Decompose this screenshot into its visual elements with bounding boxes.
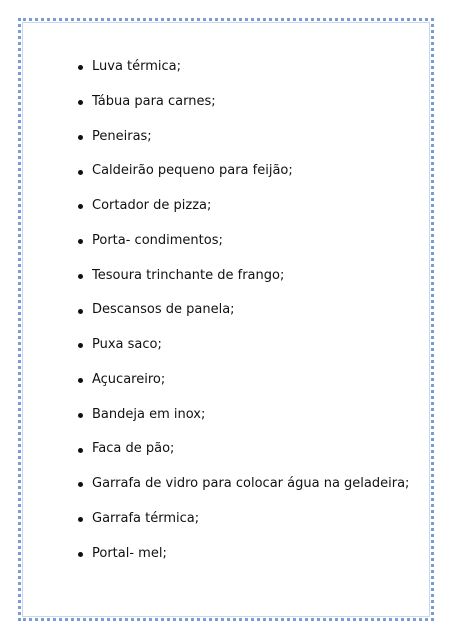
list-item (78, 189, 409, 224)
bullet-icon (78, 517, 83, 522)
list-item (78, 50, 409, 85)
list-item (78, 120, 409, 155)
list-item (78, 363, 409, 398)
list-item (78, 467, 409, 502)
list-item-text: Tábua para carnes; (92, 93, 216, 109)
bullet-icon (78, 552, 83, 557)
list-item-text: Porta- condimentos; (92, 232, 223, 248)
bullet-list (78, 50, 409, 571)
list-item-text: Faca de pão; (92, 441, 175, 457)
list-item (78, 398, 409, 433)
list-item-text: Açucareiro; (92, 371, 166, 387)
list-item-text: Bandeja em inox; (92, 406, 206, 422)
bullet-icon (78, 343, 83, 348)
list-item (78, 85, 409, 120)
bullet-icon (78, 135, 83, 140)
list-item-text: Garrafa térmica; (92, 510, 200, 526)
bullet-icon (78, 170, 83, 175)
list-item (78, 502, 409, 537)
list-item-text: Descansos de panela; (92, 302, 235, 318)
list-item-text: Garrafa de vidro para colocar água na geladeira; (92, 476, 410, 491)
bullet-icon (78, 448, 83, 453)
list-item-text: Puxa saco; (92, 337, 162, 352)
list-item (78, 293, 409, 328)
list-item-text: Portal- mel; (92, 545, 167, 561)
bullet-icon (78, 413, 83, 418)
list-item-text: Caldeirão pequeno para feijão; (92, 163, 293, 179)
list-item (78, 328, 409, 363)
list-item (78, 154, 409, 189)
bullet-icon (78, 65, 83, 70)
list-item-text: Tesoura trinchante de frango; (92, 267, 285, 283)
list-item-text: Luva térmica; (92, 59, 182, 74)
list-item (78, 432, 409, 467)
list-item (78, 259, 409, 294)
bullet-icon (78, 204, 83, 209)
bullet-icon (78, 239, 83, 244)
bullet-icon (78, 378, 83, 383)
bullet-icon (78, 100, 83, 105)
bullet-icon (78, 482, 83, 487)
list-item-text: Cortador de pizza; (92, 198, 212, 213)
list-item (78, 537, 409, 572)
bullet-icon (78, 309, 83, 314)
list-item (78, 224, 409, 259)
list-item-text: Peneiras; (92, 128, 152, 144)
bullet-icon (78, 274, 83, 279)
